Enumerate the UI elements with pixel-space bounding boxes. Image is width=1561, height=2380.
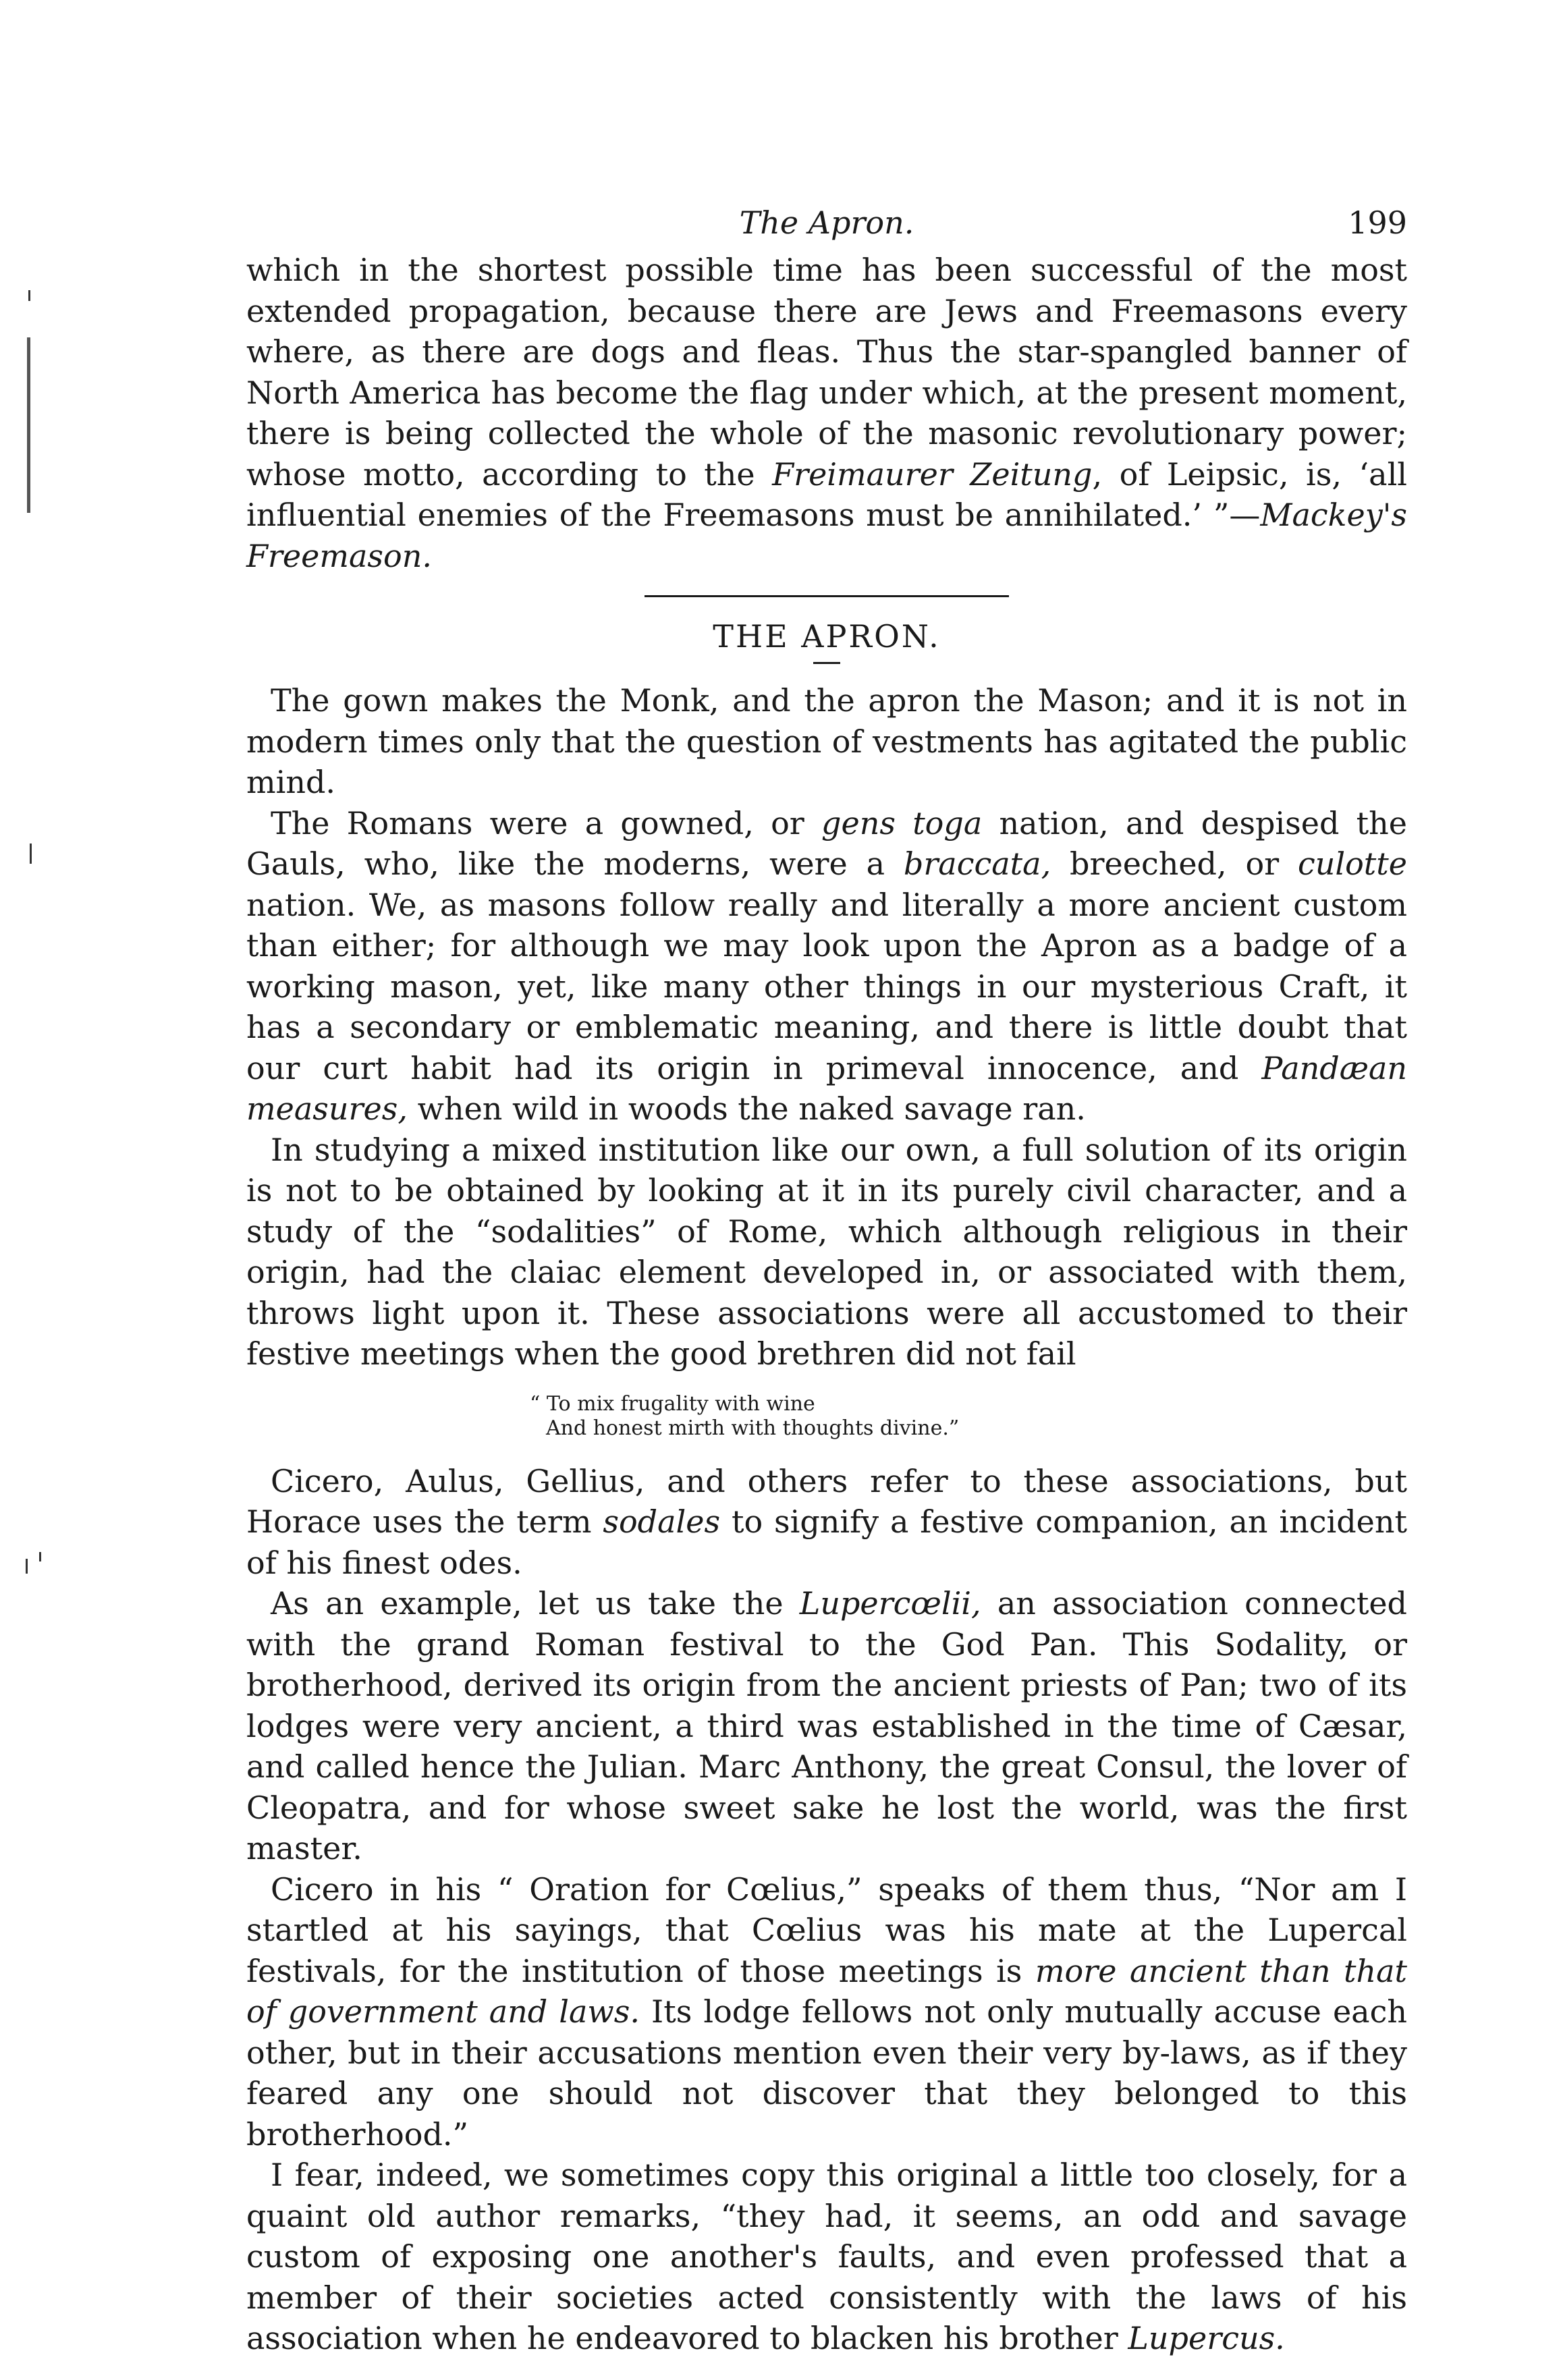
text-run: As an example, let us take the bbox=[271, 1585, 800, 1622]
section-heading: THE APRON. bbox=[713, 618, 941, 655]
verse-quote bbox=[530, 1392, 1407, 1441]
paragraph bbox=[246, 1869, 1407, 2155]
text-run: Its lodge fellows not only mutually accuse each other, but in their accusations mention even their very by-laws, as if they feared any one should not discover that they belonged to this brotherhood.” bbox=[246, 1993, 1407, 2153]
text-run: nation, and despised the Gauls, who, like the moderns, were a bbox=[246, 804, 1408, 882]
margin-speck bbox=[27, 337, 30, 513]
margin-speck bbox=[26, 1559, 28, 1574]
running-head bbox=[246, 202, 1407, 250]
italic-run: Freimaurer Zeitung bbox=[772, 455, 1093, 493]
text-run: an association connected with the grand Roman festival to the God Pan. This Sodality, or brotherhood, derived its origin from the ancient priests of Pan; two of its lodges were very ancient, a third was established in the time of Cæsar, and called hence the Julian. Marc Anthony, the great Consul, the lover of Cleopatra, and for whose sweet sake he lost the world, was the first master. bbox=[246, 1585, 1408, 1866]
paragraph bbox=[246, 2155, 1407, 2359]
margin-specks bbox=[0, 0, 81, 2380]
italic-run: Lupercus. bbox=[1128, 2320, 1285, 2356]
heading-dash bbox=[813, 662, 840, 664]
text-run: I fear, indeed, we sometimes copy this original a little too closely, for a quaint old author remarks, “they had, it seems, an odd and savage custom of exposing one another's faults, and even professed that a member of their societies acted consistently with the laws of his association when he endeavored to blacken his brother bbox=[246, 2157, 1407, 2356]
paragraph bbox=[246, 803, 1407, 1130]
italic-run: Pandæan measures, bbox=[246, 1049, 1407, 1127]
text-run: Cicero, Aulus, Gellius, and others refer to these associations, but Horace uses the term bbox=[246, 1462, 1407, 1540]
margin-speck bbox=[30, 843, 32, 864]
continued-paragraph bbox=[246, 250, 1407, 576]
running-title: The Apron. bbox=[739, 204, 914, 241]
text-run: The Romans were a gowned, or bbox=[271, 804, 822, 841]
text-run: nation. We, as masons follow really and literally a more ancient custom than either; for although we may look upon the Apron as a badge of a working mason, yet, like many other things in our mysterious Craft, it has a secondary or emblematic meaning, and there is little doubt that our curt habit had its origin in primeval innocence, and bbox=[246, 886, 1407, 1086]
margin-speck bbox=[39, 1552, 41, 1561]
italic-run: sodales bbox=[603, 1503, 721, 1540]
verse-line: And honest mirth with thoughts divine.” bbox=[546, 1416, 960, 1440]
italic-run: Lupercœlii, bbox=[799, 1585, 981, 1622]
margin-speck bbox=[28, 290, 30, 301]
text-run: Cicero in his “ Oration for Cœlius,” speaks of them thus, “Nor am I startled at his sayings, that Cœlius was his mate at the Lupercal festivals, for the institution of those meetings is bbox=[246, 1871, 1407, 1989]
paragraph bbox=[246, 1461, 1407, 1584]
section-rule bbox=[645, 595, 1009, 597]
paragraph: In studying a mixed institution like our own, a full solution of its origin is not to be obtained by looking at it in its purely civil character, and a study of the “sodalities” of Rome, which although religious in their origin, had the claiac element developed in, or associated with them, throws light upon it. These associations were all accustomed to their festive meetings when the good brethren did not fail bbox=[246, 1131, 1407, 1372]
text-run: when wild in woods the naked savage ran. bbox=[407, 1090, 1086, 1127]
text-run: which in the shortest possible time has been successful of the most extended propagation, because there are Jews and Freemasons every where, as there are dogs and fleas. Thus the star-spangled banner of North America has become the flag under which, at the present moment, there is being collected the whole of the masonic revolutionary power; whose motto, according to the bbox=[246, 252, 1407, 493]
italic-run: gens toga bbox=[821, 804, 983, 841]
page-number: 199 bbox=[1348, 204, 1407, 241]
verse-line: “ To mix frugality with wine bbox=[530, 1391, 815, 1416]
italic-run: Mackey's Freemason. bbox=[246, 497, 1407, 574]
italic-run: culotte bbox=[1298, 846, 1407, 882]
paragraph: The gown makes the Monk, and the apron the Mason; and it is not in modern times only that the question of vestments has agitated the public mind. bbox=[246, 682, 1407, 800]
italic-run: braccata, bbox=[903, 846, 1051, 882]
text-run: to signify a festive companion, an incident of his finest odes. bbox=[246, 1503, 1407, 1581]
text-run: , of Leipsic, is, ‘all influential enemies of the Freemasons must be annihilated.’ ”— bbox=[246, 455, 1407, 533]
italic-run: more ancient than that of government and laws. bbox=[246, 1952, 1407, 2030]
text-run: breeched, or bbox=[1051, 846, 1298, 882]
book-page bbox=[246, 202, 1407, 2359]
paragraph bbox=[246, 1583, 1407, 1869]
body-text bbox=[246, 250, 1407, 2359]
